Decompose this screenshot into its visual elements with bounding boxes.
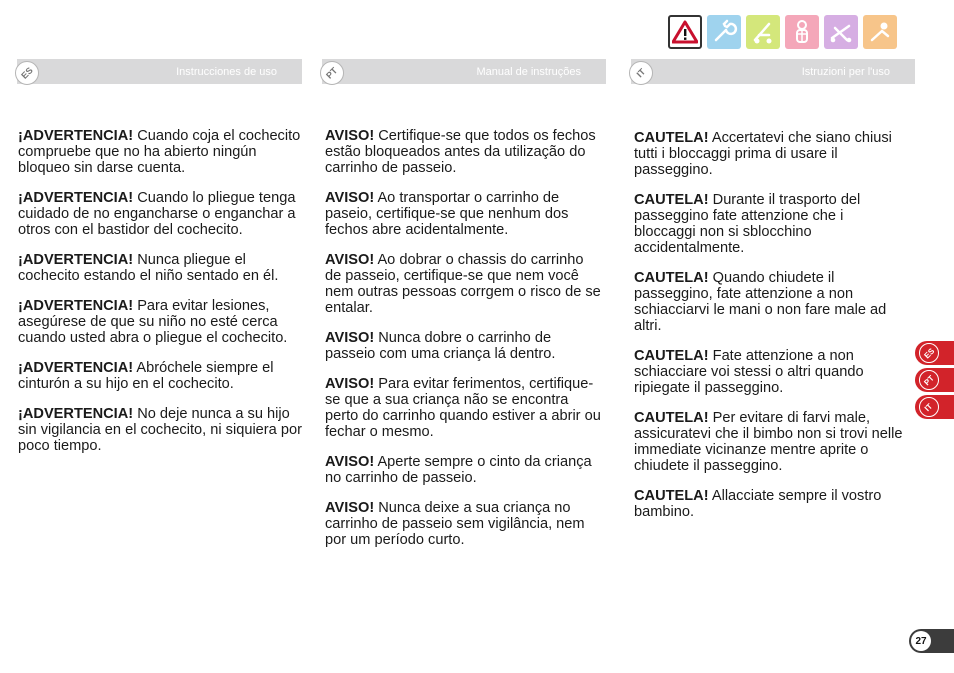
side-tab-it[interactable]: IT <box>915 395 954 419</box>
header-es <box>17 59 302 84</box>
stroller-icon <box>746 15 780 49</box>
lang-badge-es: ES <box>15 61 39 85</box>
warning-paragraph: CAUTELA! Quando chiudete il passeggino, fate attenzione a non schiacciarvi le mani o non fare male ad altri. <box>634 270 887 334</box>
baby-icon <box>863 15 897 49</box>
lang-badge-pt: PT <box>320 61 344 85</box>
child-harness-icon <box>785 15 819 49</box>
warning-paragraph: ¡ADVERTENCIA! Nunca pliegue el cochecito estando el niño sentado en él. <box>18 252 279 284</box>
warning-paragraph: CAUTELA! Allacciate sempre il vostro bambino. <box>634 488 882 520</box>
header-pt <box>322 59 606 84</box>
lang-badge-it: IT <box>629 61 653 85</box>
warning-triangle-icon <box>668 15 702 49</box>
folding-stroller-icon <box>824 15 858 49</box>
warning-paragraph: AVISO! Ao dobrar o chassis do carrinho de passeio, certifique-se que nem você nem outras pessoas corrgem o risco de se entalar. <box>325 252 601 316</box>
pictogram-strip <box>668 15 897 49</box>
warning-paragraph: CAUTELA! Durante il trasporto del passeggino fate attenzione che i bloccaggi non si sblocchino accidentalmente. <box>634 192 861 256</box>
warning-paragraph: AVISO! Nunca deixe a sua criança no carrinho de passeio sem vigilância, nem por um período curto. <box>325 500 585 548</box>
header-title-it: Istruzioni per l'uso <box>801 66 890 78</box>
warning-paragraph: ¡ADVERTENCIA! Para evitar lesiones, asegúrese de que su niño no esté cerca cuando usted abra o pliegue el cochecito. <box>18 298 288 346</box>
warning-paragraph: AVISO! Para evitar ferimentos, certifique-se que a sua criança não se encontra perto do carrinho quando estiver a abrir ou fechar o mesmo. <box>325 376 601 440</box>
header-title-es: Instrucciones de uso <box>176 66 277 78</box>
warning-paragraph: CAUTELA! Per evitare di farvi male, assicuratevi che il bimbo non si trovi nelle immediate vicinanze mentre aprite o chiudete il passeggino. <box>634 410 903 474</box>
page-number: 27 <box>911 631 931 651</box>
wrench-icon <box>707 15 741 49</box>
warning-paragraph: CAUTELA! Accertatevi che siano chiusi tutti i bloccaggi prima di usare il passeggino. <box>634 130 892 178</box>
warning-paragraph: ¡ADVERTENCIA! No deje nunca a su hijo sin vigilancia en el cochecito, ni siquiera por poco tiempo. <box>18 406 302 454</box>
warning-paragraph: ¡ADVERTENCIA! Cuando coja el cochecito compruebe que no ha abierto ningún bloqueo sin darse cuenta. <box>18 128 301 176</box>
warning-paragraph: ¡ADVERTENCIA! Cuando lo pliegue tenga cuidado de no engancharse o enganchar a otros con el bastidor del cochecito. <box>18 190 296 238</box>
warning-paragraph: AVISO! Certifique-se que todos os fechos estão bloqueados antes da utilização do carrinho de passeio. <box>325 128 596 176</box>
side-tab-es[interactable]: ES <box>915 341 954 365</box>
side-tab-pt[interactable]: PT <box>915 368 954 392</box>
column-it <box>634 130 906 534</box>
header-title-pt: Manual de instruções <box>476 66 581 78</box>
column-pt <box>325 128 602 562</box>
warning-paragraph: AVISO! Aperte sempre o cinto da criança no carrinho de passeio. <box>325 454 592 486</box>
warning-paragraph: AVISO! Nunca dobre o carrinho de passeio com uma criança lá dentro. <box>325 330 556 362</box>
header-it <box>631 59 915 84</box>
page-number-tab <box>909 629 954 653</box>
warning-paragraph: ¡ADVERTENCIA! Abróchele siempre el cinturón a su hijo en el cochecito. <box>18 360 274 392</box>
warning-paragraph: AVISO! Ao transportar o carrinho de paseio, certifique-se que nenhum dos fechos abre acidentalmente. <box>325 190 569 238</box>
warning-paragraph: CAUTELA! Fate attenzione a non schiacciare voi stessi o altri quando ripiegate il passeggino. <box>634 348 864 396</box>
language-tabs <box>915 341 954 419</box>
column-es <box>18 128 302 468</box>
